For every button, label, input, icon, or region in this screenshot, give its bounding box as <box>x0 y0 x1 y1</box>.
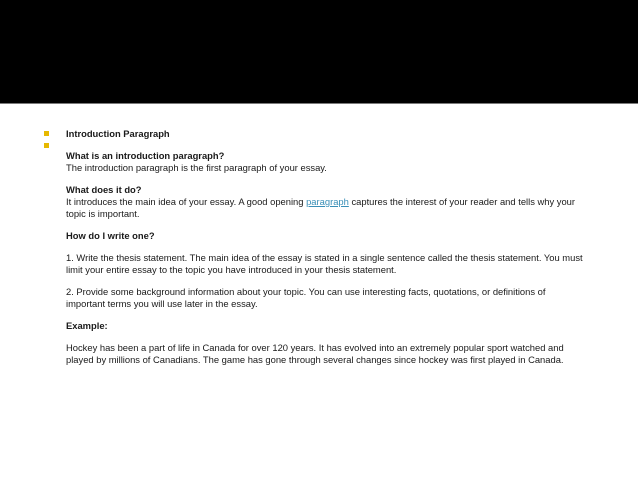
answer-purpose-end: captures the interest of your reader and tells why your topic is important. <box>66 196 576 219</box>
example-text: Hockey has been a part of life in Canada for over 120 years. It has evolved into an extremely popular sport watched and played by millions of Canadians. The game has gone through several changes since hockey was first played in Canada. <box>66 342 564 365</box>
heading: Introduction Paragraph <box>66 128 170 139</box>
answer-purpose-start: It introduces the main idea of your essay. A good opening <box>66 196 307 207</box>
answer-purpose <box>66 196 586 220</box>
title-band <box>0 0 638 103</box>
spacer <box>66 220 586 230</box>
step-one: 1. Write the thesis statement. The main idea of the essay is stated in a single sentence called the thesis statement. You must limit your entire essay to the topic you have introduced in your thesis statement. <box>66 252 583 275</box>
spacer <box>66 276 586 286</box>
spacer <box>66 140 586 150</box>
answer-what: The introduction paragraph is the first paragraph of your essay. <box>66 162 327 173</box>
bullet-column <box>44 131 49 155</box>
question-what: What is an introduction paragraph? <box>66 150 225 161</box>
step-two: 2. Provide some background information about your topic. You can use interesting facts, quotations, or definitions of important terms you will use later in the essay. <box>66 286 546 309</box>
spacer <box>66 174 586 184</box>
question-purpose: What does it do? <box>66 184 142 195</box>
slide-content <box>66 128 586 366</box>
spacer <box>66 242 586 252</box>
bullet-icon <box>44 131 49 136</box>
spacer <box>66 310 586 320</box>
title-divider <box>0 103 638 104</box>
paragraph-link[interactable]: paragraph <box>306 196 349 207</box>
example-label: Example: <box>66 320 108 331</box>
question-how: How do I write one? <box>66 230 155 241</box>
spacer <box>66 332 586 342</box>
bullet-icon <box>44 143 49 148</box>
